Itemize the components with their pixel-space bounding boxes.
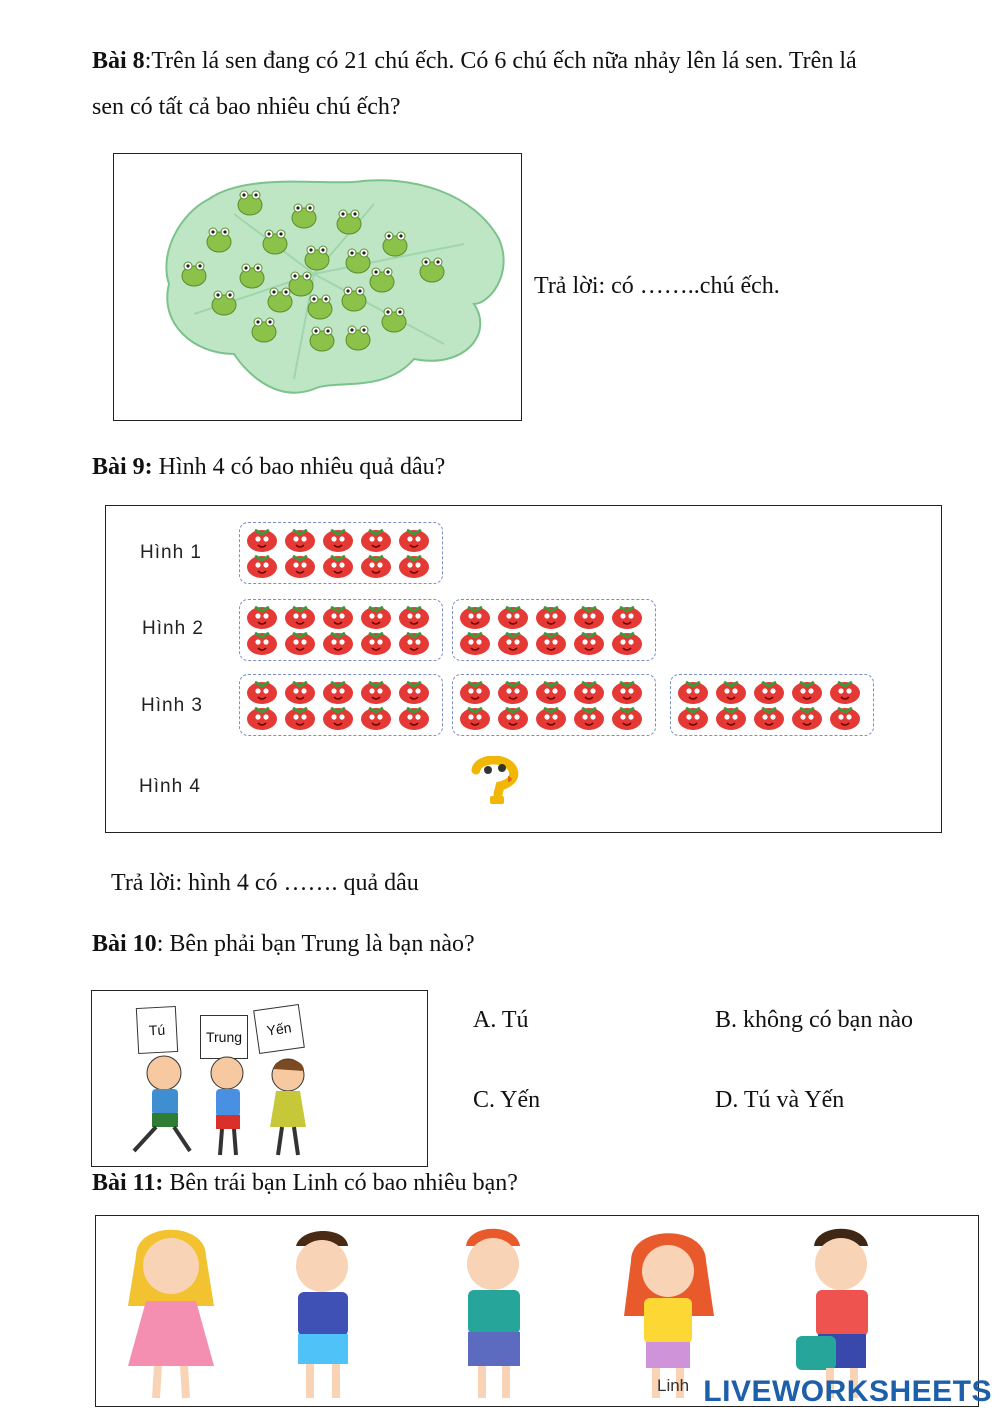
strawberry-icon — [285, 633, 315, 655]
bai9-label: Bài 9: — [92, 454, 153, 480]
strawberry-icon — [399, 708, 429, 730]
frog-icon — [342, 287, 366, 311]
child-2-boy — [296, 1231, 348, 1398]
strawberry-icon — [574, 682, 604, 704]
option-b[interactable]: B. không có bạn nào — [715, 1007, 913, 1033]
kids-sign-image — [91, 990, 428, 1167]
strawberry-icon — [323, 530, 353, 552]
bai10-text: : Bên phải bạn Trung là bạn nào? — [156, 931, 475, 957]
bai10-label: Bài 10 — [92, 931, 157, 957]
strawberry-icon — [536, 607, 566, 629]
strawberry-group — [239, 674, 443, 736]
lily-pad-image — [113, 153, 522, 421]
strawberry-icon — [323, 682, 353, 704]
sign-tu: Tú — [136, 1006, 178, 1054]
strawberry-icon — [612, 682, 642, 704]
frog-icon — [252, 318, 276, 342]
strawberry-icon — [399, 607, 429, 629]
row-label-hinh-1: Hình 1 — [140, 542, 202, 563]
strawberry-icon — [498, 607, 528, 629]
strawberry-icon — [247, 607, 277, 629]
frog-icon — [305, 246, 329, 270]
kid-trung — [211, 1057, 243, 1155]
frog-icon — [240, 264, 264, 288]
row-label-hinh-2: Hình 2 — [142, 618, 204, 639]
strawberry-icon — [399, 682, 429, 704]
frog-icon — [212, 291, 236, 315]
frog-icon — [263, 230, 287, 254]
lily-pad — [166, 180, 503, 392]
strawberry-group — [670, 674, 874, 736]
strawberry-icon — [285, 682, 315, 704]
frog-icon — [308, 295, 332, 319]
bai10-question — [92, 921, 475, 967]
liveworksheets-watermark: LIVEWORKSHEETS — [703, 1375, 992, 1408]
strawberry-icon — [612, 607, 642, 629]
strawberry-icon — [247, 556, 277, 578]
strawberry-icon — [323, 633, 353, 655]
strawberry-icon — [361, 607, 391, 629]
bai9-answer: Trả lời: hình 4 có ……. quả dâu — [111, 870, 419, 896]
strawberry-icon — [285, 556, 315, 578]
strawberry-icon — [399, 556, 429, 578]
strawberry-group — [452, 674, 656, 736]
strawberry-icon — [574, 607, 604, 629]
strawberry-icon — [247, 633, 277, 655]
strawberry-icon — [498, 682, 528, 704]
frog-icon — [292, 204, 316, 228]
bai8-answer: Trả lời: có ……..chú ếch. — [534, 273, 780, 299]
frog-icon — [182, 262, 206, 286]
frog-icon — [420, 258, 444, 282]
sign-trung: Trung — [200, 1015, 248, 1059]
strawberry-icon — [399, 530, 429, 552]
strawberry-icon — [830, 682, 860, 704]
bai8-text-1: :Trên lá sen đang có 21 chú ếch. Có 6 chú ếch nữa nhảy lên lá sen. Trên lá — [144, 48, 857, 74]
frog-icon — [337, 210, 361, 234]
frog-icon — [383, 232, 407, 256]
strawberry-group — [239, 522, 443, 584]
bai8-question — [92, 38, 972, 84]
strawberry-icon — [361, 556, 391, 578]
option-d[interactable]: D. Tú và Yến — [715, 1087, 845, 1113]
row-label-hinh-3: Hình 3 — [141, 695, 203, 716]
frog-icon — [238, 191, 262, 215]
strawberry-icon — [498, 633, 528, 655]
bai8-text-2: sen có tất cả bao nhiêu chú ếch? — [92, 94, 401, 120]
strawberry-icon — [792, 708, 822, 730]
strawberry-icon — [612, 708, 642, 730]
strawberry-icon — [361, 530, 391, 552]
option-c[interactable]: C. Yến — [473, 1087, 541, 1113]
frog-icon — [268, 288, 292, 312]
strawberry-icon — [792, 682, 822, 704]
strawberry-icon — [460, 682, 490, 704]
linh-label: Linh — [657, 1376, 690, 1395]
frog-icon — [382, 308, 406, 332]
strawberry-icon — [498, 708, 528, 730]
frog-icon — [346, 326, 370, 350]
strawberry-icon — [574, 708, 604, 730]
child-1-girl — [128, 1230, 214, 1398]
frog-icon — [370, 268, 394, 292]
strawberry-icon — [830, 708, 860, 730]
child-5-boy — [796, 1229, 868, 1398]
strawberry-icon — [361, 708, 391, 730]
strawberry-icon — [716, 708, 746, 730]
strawberry-icon — [247, 682, 277, 704]
strawberry-icon — [247, 530, 277, 552]
strawberry-icon — [754, 682, 784, 704]
strawberry-icon — [361, 633, 391, 655]
strawberry-icon — [361, 682, 391, 704]
strawberry-icon — [399, 633, 429, 655]
bai8-label: Bài 8 — [92, 48, 145, 74]
strawberry-icon — [323, 607, 353, 629]
lily-pad-frogs — [114, 154, 521, 420]
strawberry-icon — [536, 682, 566, 704]
frog-icon — [289, 272, 313, 296]
sign-yen: Yến — [253, 1004, 305, 1054]
strawberry-icon — [285, 607, 315, 629]
strawberry-icon — [285, 530, 315, 552]
frog-icon — [310, 327, 334, 351]
strawberry-figure — [105, 505, 942, 833]
kids-illustration — [112, 1051, 342, 1166]
child-3-boy — [466, 1229, 520, 1398]
strawberry-icon — [536, 708, 566, 730]
strawberry-icon — [536, 633, 566, 655]
strawberry-icon — [612, 633, 642, 655]
bai8-question-cont — [92, 84, 401, 130]
bai9-text: Hình 4 có bao nhiêu quả dâu? — [152, 454, 446, 480]
question-mark-icon — [464, 756, 524, 808]
strawberry-icon — [460, 708, 490, 730]
strawberry-group — [239, 599, 443, 661]
child-4-girl — [624, 1233, 714, 1398]
strawberry-icon — [247, 708, 277, 730]
strawberry-icon — [574, 633, 604, 655]
bai11-text: Bên trái bạn Linh có bao nhiêu bạn? — [163, 1170, 518, 1196]
strawberry-icon — [323, 556, 353, 578]
bai11-question — [92, 1160, 518, 1206]
strawberry-group — [452, 599, 656, 661]
option-a[interactable]: A. Tú — [473, 1007, 529, 1033]
strawberry-icon — [285, 708, 315, 730]
kid-yen — [270, 1059, 306, 1155]
strawberry-icon — [716, 682, 746, 704]
strawberry-icon — [754, 708, 784, 730]
kid-tu — [134, 1056, 190, 1151]
bai11-label: Bài 11: — [92, 1170, 164, 1196]
row-label-hinh-4: Hình 4 — [139, 776, 201, 797]
frog-icon — [207, 228, 231, 252]
strawberry-icon — [678, 708, 708, 730]
frog-icon — [346, 249, 370, 273]
strawberry-icon — [323, 708, 353, 730]
strawberry-icon — [460, 633, 490, 655]
strawberry-icon — [460, 607, 490, 629]
strawberry-icon — [678, 682, 708, 704]
bai9-question — [92, 444, 445, 490]
